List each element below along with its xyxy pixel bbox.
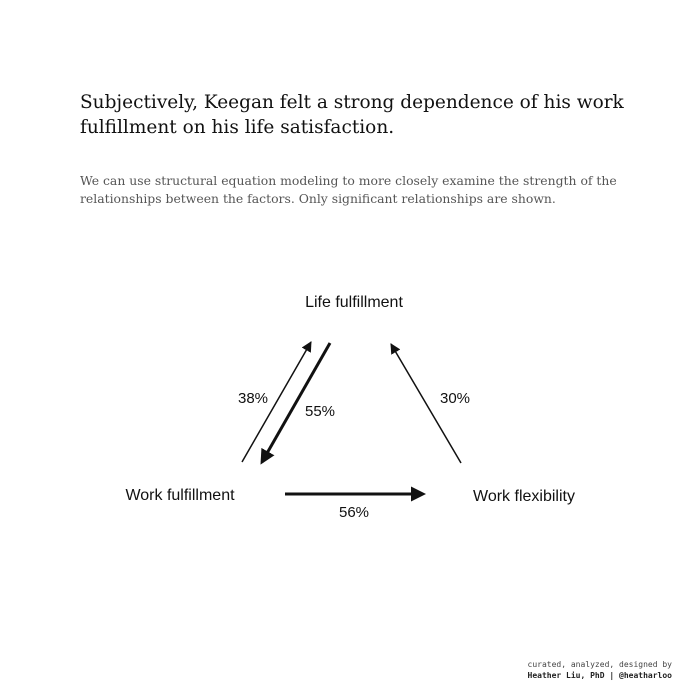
node-work-flexibility: Work flexibility — [473, 488, 575, 505]
credit-line-1: curated, analyzed, designed by — [527, 660, 672, 669]
edge-label-work-to-flex: 56% — [338, 504, 370, 521]
node-work-fulfillment: Work fulfillment — [125, 487, 235, 504]
node-life-fulfillment: Life fulfillment — [305, 294, 403, 311]
credit-line-2: Heather Liu, PhD | @heatharloo — [527, 671, 672, 680]
edge-label-flex-to-life: 30% — [439, 390, 471, 407]
credit-block — [528, 659, 673, 681]
page-title: Subjectively, Keegan felt a strong dependence of his work fulfillment on his life satisfaction. — [80, 92, 624, 138]
edge-label-work-to-life: 38% — [237, 390, 269, 407]
edge-label-life-to-work: 55% — [304, 403, 336, 420]
page-subtitle: We can use structural equation modeling to more closely examine the strength of the relationships between the factors. Only significant relationships are shown. — [80, 173, 617, 206]
